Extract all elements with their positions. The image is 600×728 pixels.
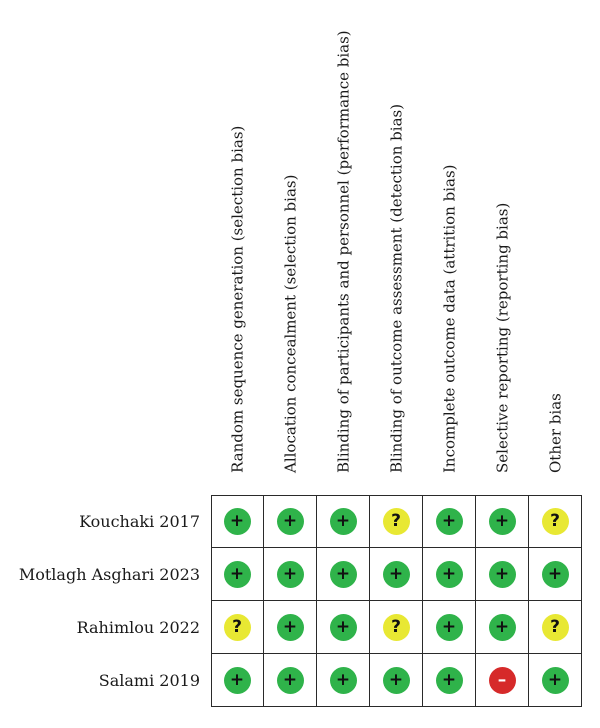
judgement-cell — [423, 495, 476, 548]
judgement-cell — [476, 654, 529, 707]
domain-header-label: Random sequence generation (selection bias) — [228, 125, 246, 473]
low-risk-icon: + — [277, 561, 304, 588]
low-risk-icon: + — [489, 508, 516, 535]
judgement-cell — [370, 495, 423, 548]
judgement-cell — [370, 548, 423, 601]
judgement-cell — [529, 495, 582, 548]
domain-header-label: Other bias — [546, 393, 564, 473]
low-risk-icon: + — [489, 561, 516, 588]
judgement-cell — [211, 654, 264, 707]
low-risk-icon: + — [224, 508, 251, 535]
judgement-cell — [529, 601, 582, 654]
unclear-risk-icon: ? — [383, 508, 410, 535]
unclear-risk-icon: ? — [542, 614, 569, 641]
judgement-cell — [317, 601, 370, 654]
study-label: Rahimlou 2022 — [76, 618, 200, 637]
judgement-cell — [529, 654, 582, 707]
domain-header-label: Selective reporting (reporting bias) — [493, 202, 511, 473]
judgement-cell — [264, 654, 317, 707]
judgement-cell — [211, 548, 264, 601]
judgement-cell — [370, 654, 423, 707]
unclear-risk-icon: ? — [224, 614, 251, 641]
low-risk-icon: + — [436, 667, 463, 694]
judgement-cell — [476, 601, 529, 654]
low-risk-icon: + — [436, 561, 463, 588]
low-risk-icon: + — [383, 561, 410, 588]
judgement-cell — [317, 495, 370, 548]
study-label: Salami 2019 — [98, 671, 200, 690]
study-label: Motlagh Asghari 2023 — [18, 565, 200, 584]
unclear-risk-icon: ? — [542, 508, 569, 535]
domain-header-label: Allocation concealment (selection bias) — [281, 174, 299, 473]
domain-header — [264, 0, 317, 488]
low-risk-icon: + — [330, 667, 357, 694]
low-risk-icon: + — [330, 508, 357, 535]
domain-header-label: Blinding of outcome assessment (detection bias) — [387, 103, 405, 473]
study-label: Kouchaki 2017 — [79, 512, 200, 531]
domain-header — [211, 0, 264, 488]
unclear-risk-icon: ? — [383, 614, 410, 641]
judgement-cell — [264, 495, 317, 548]
low-risk-icon: + — [436, 508, 463, 535]
low-risk-icon: + — [224, 667, 251, 694]
judgement-cell — [264, 601, 317, 654]
domain-header-label: Incomplete outcome data (attrition bias) — [440, 164, 458, 473]
low-risk-icon: + — [330, 561, 357, 588]
judgement-cell — [476, 548, 529, 601]
judgement-cell — [317, 548, 370, 601]
low-risk-icon: + — [489, 614, 516, 641]
low-risk-icon: + — [542, 667, 569, 694]
low-risk-icon: + — [224, 561, 251, 588]
domain-header-label: Blinding of participants and personnel (performance bias) — [334, 30, 352, 473]
low-risk-icon: + — [277, 667, 304, 694]
domain-header — [423, 0, 476, 488]
low-risk-icon: + — [436, 614, 463, 641]
judgement-grid — [211, 495, 582, 707]
judgement-cell — [423, 654, 476, 707]
domain-header — [370, 0, 423, 488]
low-risk-icon: + — [277, 614, 304, 641]
judgement-cell — [211, 495, 264, 548]
judgement-cell — [370, 601, 423, 654]
low-risk-icon: + — [542, 561, 569, 588]
judgement-cell — [423, 548, 476, 601]
low-risk-icon: + — [383, 667, 410, 694]
judgement-cell — [264, 548, 317, 601]
judgement-cell — [317, 654, 370, 707]
judgement-cell — [529, 548, 582, 601]
judgement-cell — [211, 601, 264, 654]
low-risk-icon: + — [330, 614, 357, 641]
low-risk-icon: + — [277, 508, 304, 535]
domain-header — [529, 0, 582, 488]
judgement-cell — [423, 601, 476, 654]
domain-header — [317, 0, 370, 488]
high-risk-icon: – — [489, 667, 516, 694]
judgement-cell — [476, 495, 529, 548]
domain-header — [476, 0, 529, 488]
